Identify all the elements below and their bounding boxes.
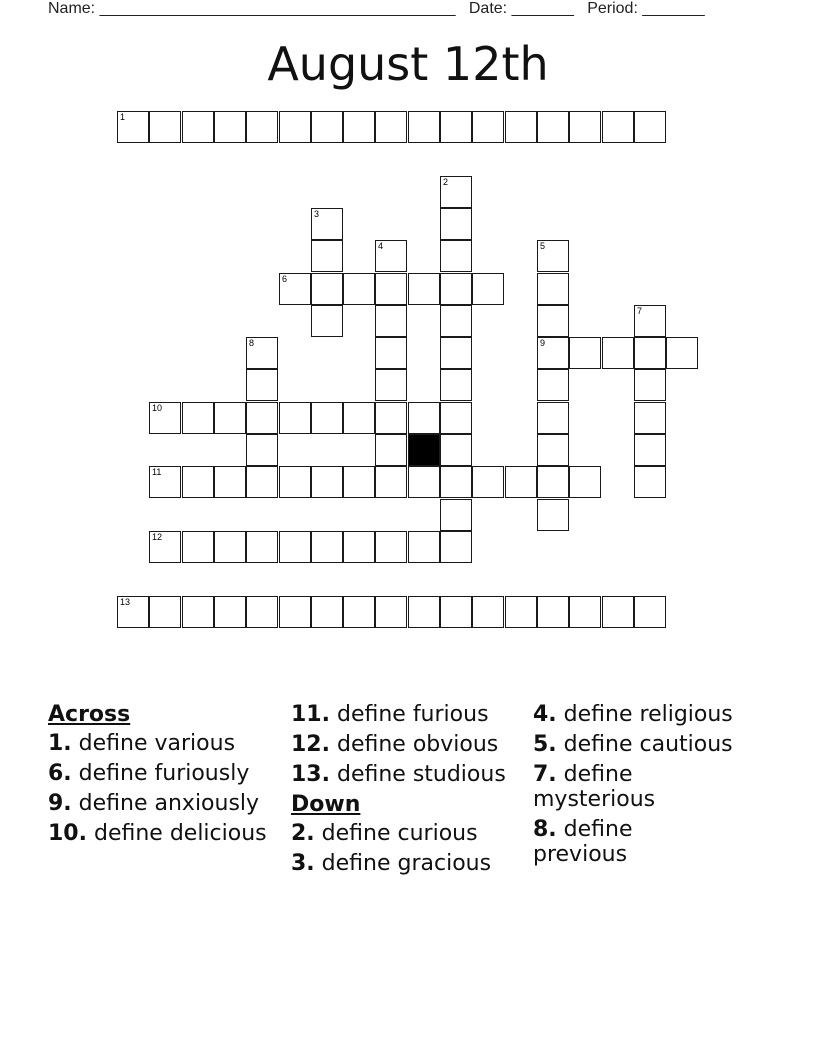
clue-number: 13	[120, 597, 131, 607]
grid-cell[interactable]	[537, 499, 569, 531]
clue-across-6: 6. define furiously	[48, 761, 250, 786]
grid-cell[interactable]	[279, 596, 311, 628]
grid-cell[interactable]	[214, 596, 246, 628]
grid-cell[interactable]	[279, 531, 311, 563]
grid-cell[interactable]	[537, 434, 569, 466]
grid-cell[interactable]	[375, 434, 407, 466]
name-blank[interactable]: ________________________________________	[99, 0, 456, 17]
grid-cell[interactable]	[440, 273, 472, 305]
grid-cell[interactable]	[440, 240, 472, 272]
grid-cell[interactable]	[602, 596, 634, 628]
grid-cell[interactable]	[149, 466, 181, 498]
grid-cell[interactable]	[279, 466, 311, 498]
clues-column-1	[48, 702, 280, 851]
grid-cell[interactable]	[408, 531, 440, 563]
grid-cell[interactable]	[149, 531, 181, 563]
grid-cell[interactable]	[440, 337, 472, 369]
grid-cell[interactable]	[472, 111, 504, 143]
grid-cell[interactable]	[246, 466, 278, 498]
black-grid-cell	[408, 434, 440, 466]
grid-cell[interactable]	[182, 596, 214, 628]
grid-cell[interactable]	[634, 402, 666, 434]
clue-number: 6	[282, 274, 288, 284]
grid-cell[interactable]	[375, 531, 407, 563]
grid-cell[interactable]	[440, 596, 472, 628]
period-label: Period:	[587, 0, 638, 17]
grid-cell[interactable]	[408, 466, 440, 498]
grid-cell[interactable]	[182, 531, 214, 563]
clue-down-4: 4. define religious	[533, 702, 733, 727]
grid-cell[interactable]	[246, 402, 278, 434]
grid-cell[interactable]	[472, 466, 504, 498]
grid-cell[interactable]	[440, 111, 472, 143]
grid-cell[interactable]	[440, 531, 472, 563]
grid-cell[interactable]	[537, 402, 569, 434]
grid-cell[interactable]	[117, 596, 149, 628]
grid-cell[interactable]	[440, 434, 472, 466]
grid-cell[interactable]	[440, 499, 472, 531]
grid-cell[interactable]	[666, 337, 698, 369]
clue-number: 3	[314, 209, 320, 219]
grid-cell[interactable]	[311, 208, 343, 240]
grid-cell[interactable]	[214, 402, 246, 434]
grid-cell[interactable]	[311, 402, 343, 434]
grid-cell[interactable]	[634, 466, 666, 498]
clue-number: 4	[378, 241, 384, 251]
grid-cell[interactable]	[634, 596, 666, 628]
clue-across-12: 12. define obvious	[291, 732, 499, 757]
grid-cell[interactable]	[214, 531, 246, 563]
grid-cell[interactable]	[505, 596, 537, 628]
grid-cell[interactable]	[182, 111, 214, 143]
grid-cell[interactable]	[311, 596, 343, 628]
grid-cell[interactable]	[246, 531, 278, 563]
grid-cell[interactable]	[246, 337, 278, 369]
grid-cell[interactable]	[440, 305, 472, 337]
grid-cell[interactable]	[537, 273, 569, 305]
grid-cell[interactable]	[569, 596, 601, 628]
grid-cell[interactable]	[343, 402, 375, 434]
grid-cell[interactable]	[440, 402, 472, 434]
clue-number: 1	[120, 112, 126, 122]
grid-cell[interactable]	[343, 531, 375, 563]
grid-cell[interactable]	[375, 273, 407, 305]
clue-number: 2	[443, 177, 449, 187]
grid-cell[interactable]	[408, 273, 440, 305]
grid-cell[interactable]	[569, 111, 601, 143]
grid-cell[interactable]	[182, 466, 214, 498]
grid-cell[interactable]	[343, 273, 375, 305]
grid-cell[interactable]	[375, 369, 407, 401]
grid-cell[interactable]	[214, 466, 246, 498]
page-title: August 12th	[267, 37, 549, 91]
grid-cell[interactable]	[505, 466, 537, 498]
clue-down-5: 5. define cautious	[533, 732, 733, 757]
grid-cell[interactable]	[279, 402, 311, 434]
clue-across-10: 10. define delicious	[48, 821, 267, 846]
grid-cell[interactable]	[375, 305, 407, 337]
grid-cell[interactable]	[537, 240, 569, 272]
clue-down-3: 3. define gracious	[291, 851, 492, 876]
grid-cell[interactable]	[537, 466, 569, 498]
clue-down-8: 8. define previous	[533, 817, 633, 867]
grid-cell[interactable]	[311, 531, 343, 563]
grid-cell[interactable]	[375, 596, 407, 628]
grid-cell[interactable]	[472, 596, 504, 628]
clue-across-1: 1. define various	[48, 731, 236, 756]
grid-cell[interactable]	[279, 111, 311, 143]
grid-cell[interactable]	[182, 402, 214, 434]
down-heading: Down	[291, 792, 361, 817]
grid-cell[interactable]	[602, 337, 634, 369]
grid-cell[interactable]	[246, 369, 278, 401]
grid-cell[interactable]	[375, 240, 407, 272]
grid-cell[interactable]	[246, 596, 278, 628]
grid-cell[interactable]	[117, 111, 149, 143]
grid-cell[interactable]	[279, 273, 311, 305]
grid-cell[interactable]	[537, 111, 569, 143]
grid-cell[interactable]	[408, 111, 440, 143]
grid-cell[interactable]	[311, 466, 343, 498]
clue-number: 12	[152, 532, 163, 542]
grid-cell[interactable]	[311, 111, 343, 143]
grid-cell[interactable]	[537, 596, 569, 628]
grid-cell[interactable]	[569, 337, 601, 369]
grid-cell[interactable]	[343, 466, 375, 498]
grid-cell[interactable]	[375, 466, 407, 498]
grid-cell[interactable]	[246, 434, 278, 466]
grid-cell[interactable]	[440, 176, 472, 208]
clue-down-2: 2. define curious	[291, 821, 478, 846]
clue-number: 7	[637, 306, 643, 316]
grid-cell[interactable]	[472, 273, 504, 305]
grid-cell[interactable]	[537, 305, 569, 337]
date-label: Date:	[468, 0, 508, 17]
name-label: Name:	[48, 0, 96, 17]
clues-column-3	[533, 702, 733, 872]
grid-cell[interactable]	[440, 208, 472, 240]
grid-cell[interactable]	[246, 111, 278, 143]
grid-cell[interactable]	[149, 111, 181, 143]
grid-cell[interactable]	[343, 111, 375, 143]
clue-across-13: 13. define studious	[291, 762, 506, 787]
clue-number: 9	[540, 338, 546, 348]
grid-cell[interactable]	[440, 369, 472, 401]
grid-cell[interactable]	[505, 111, 537, 143]
grid-cell[interactable]	[311, 273, 343, 305]
clue-number: 5	[540, 241, 546, 251]
grid-cell[interactable]	[149, 402, 181, 434]
clue-down-7: 7. define mysterious	[533, 762, 656, 812]
grid-cell[interactable]	[408, 402, 440, 434]
grid-cell[interactable]	[440, 466, 472, 498]
across-heading: Across	[48, 702, 131, 727]
grid-cell[interactable]	[634, 111, 666, 143]
clue-across-11: 11. define furious	[291, 702, 489, 727]
grid-cell[interactable]	[569, 466, 601, 498]
grid-cell[interactable]	[634, 434, 666, 466]
clue-number: 8	[249, 338, 255, 348]
grid-cell[interactable]	[634, 337, 666, 369]
grid-cell[interactable]	[375, 402, 407, 434]
grid-cell[interactable]	[602, 111, 634, 143]
grid-cell[interactable]	[408, 596, 440, 628]
grid-cell[interactable]	[634, 305, 666, 337]
clue-number: 10	[152, 403, 163, 413]
grid-cell[interactable]	[149, 596, 181, 628]
clue-number: 11	[152, 467, 162, 477]
grid-cell[interactable]	[343, 596, 375, 628]
grid-cell[interactable]	[537, 369, 569, 401]
date-blank[interactable]: _______	[511, 0, 574, 17]
clue-across-9: 9. define anxiously	[48, 791, 260, 816]
grid-cell[interactable]	[537, 337, 569, 369]
student-info-header	[48, 0, 705, 18]
grid-cell[interactable]	[375, 337, 407, 369]
grid-cell[interactable]	[311, 240, 343, 272]
grid-cell[interactable]	[311, 305, 343, 337]
clues-column-2	[291, 702, 523, 881]
period-blank[interactable]: _______	[642, 0, 705, 17]
grid-cell[interactable]	[214, 111, 246, 143]
grid-cell[interactable]	[634, 369, 666, 401]
grid-cell[interactable]	[375, 111, 407, 143]
